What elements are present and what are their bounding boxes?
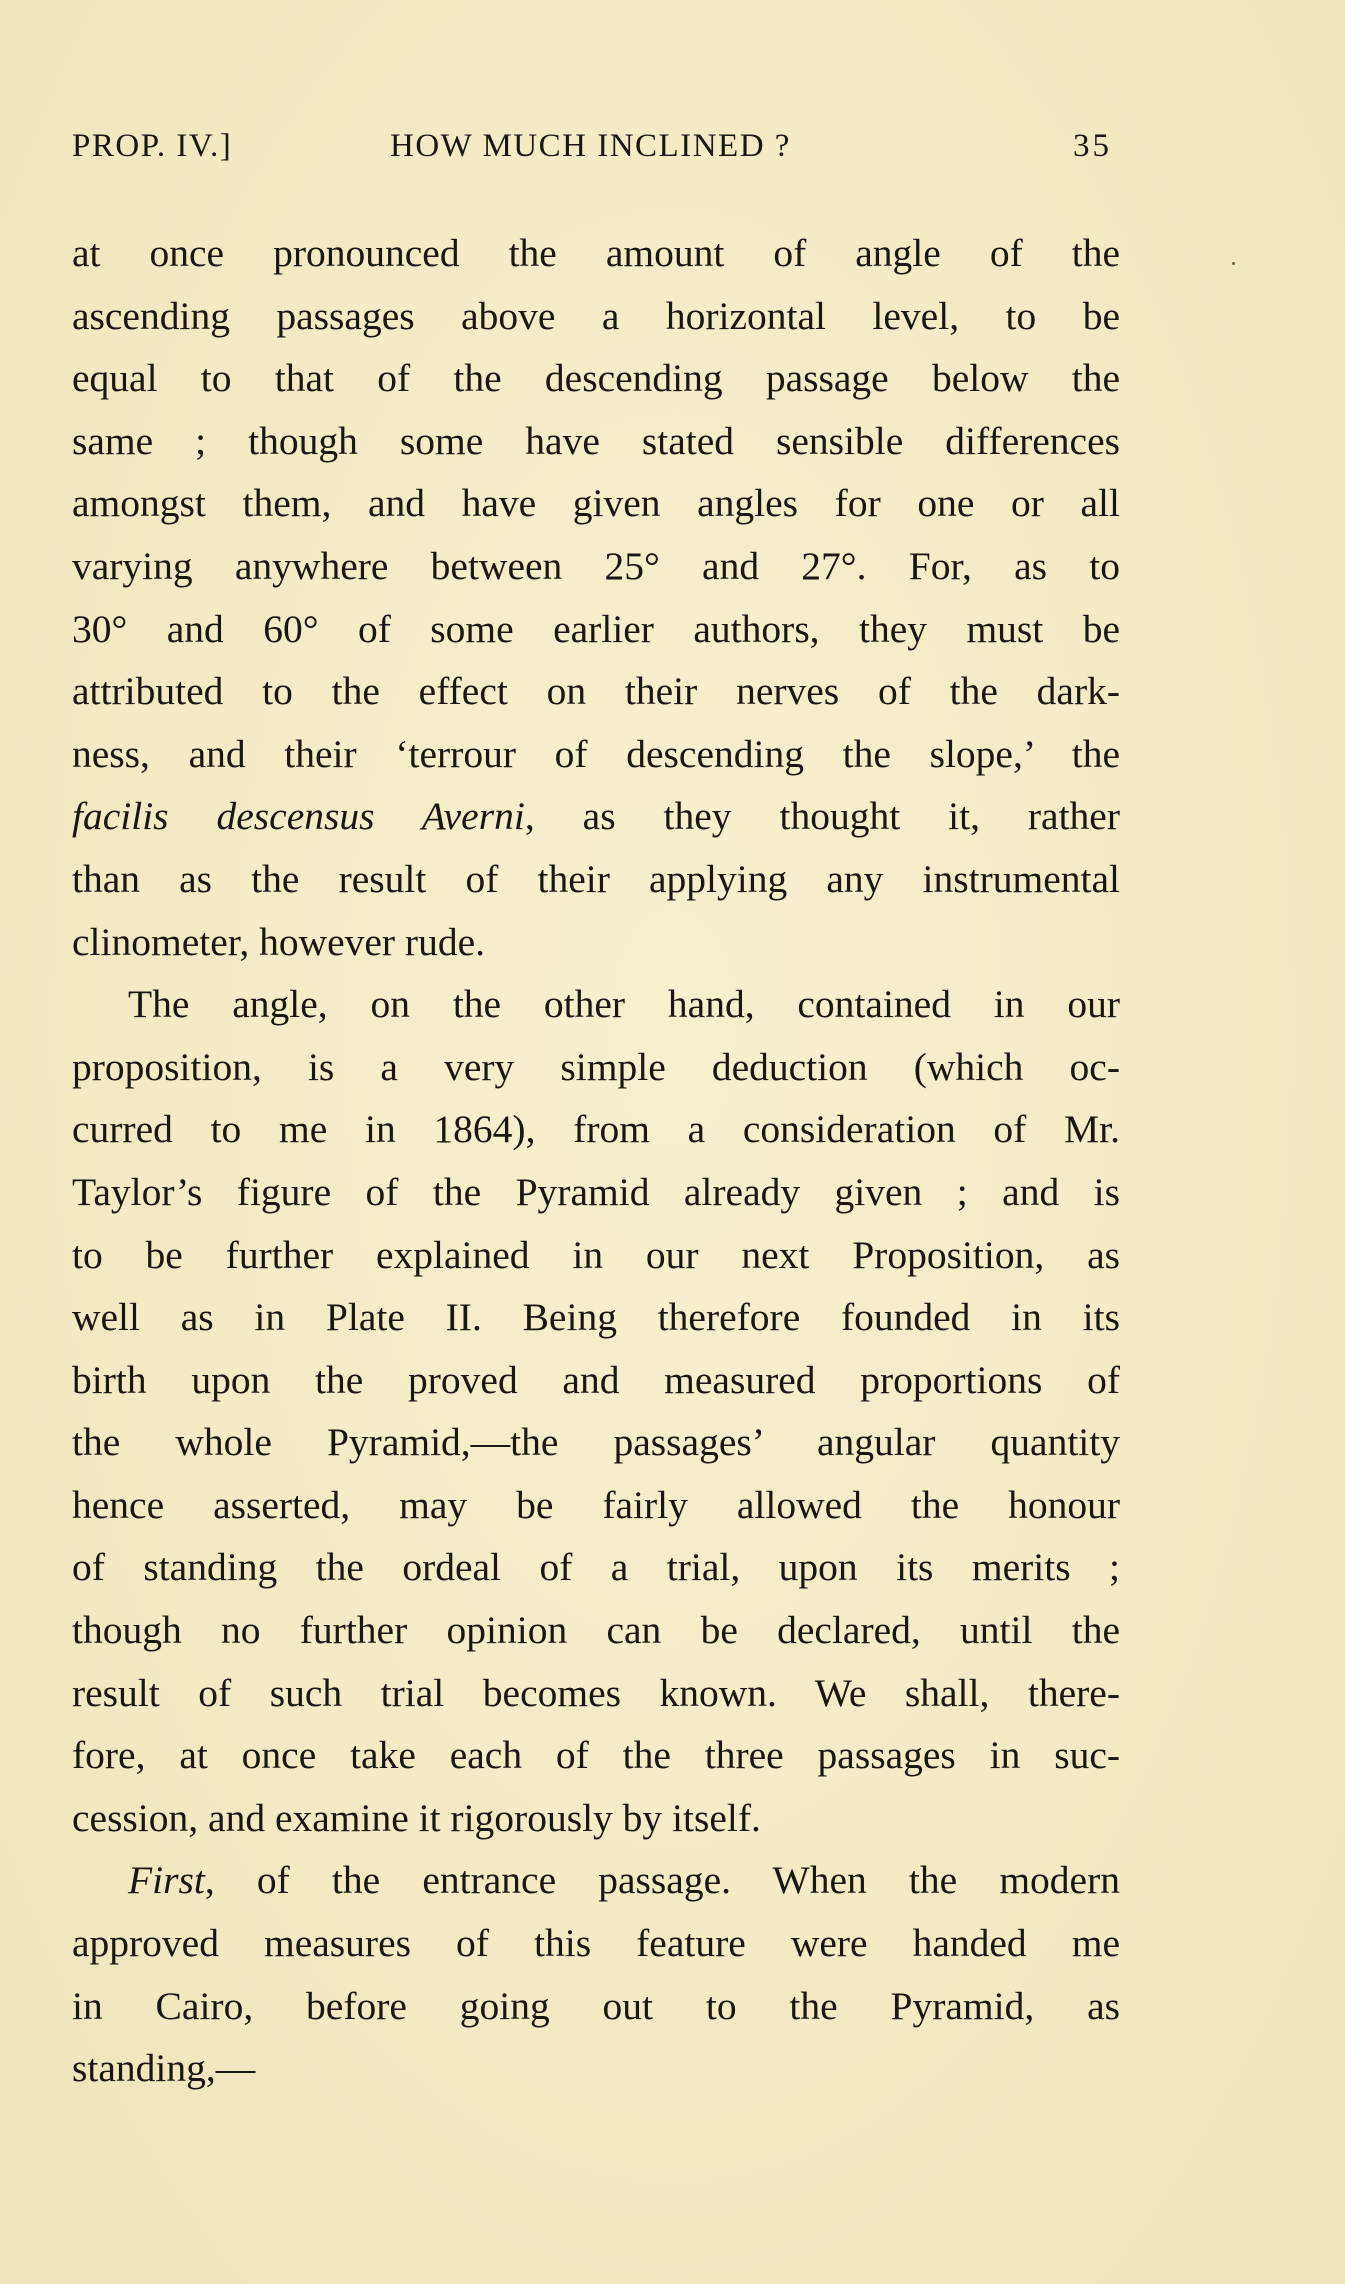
text-line: equal to that of the descending passage below the bbox=[72, 356, 1120, 401]
proposition-label: PROP. IV.] bbox=[72, 128, 233, 164]
paper-speck bbox=[1232, 262, 1235, 265]
text-line: cession, and examine it rigorously by itself. bbox=[72, 1795, 761, 1840]
page-number: 35 bbox=[1073, 128, 1112, 164]
text-line: The angle, on the other hand, contained in our bbox=[128, 982, 1120, 1027]
text-line: in Cairo, before going out to the Pyramid, as bbox=[72, 1983, 1120, 2028]
text-line: hence asserted, may be fairly allowed the honour bbox=[72, 1482, 1120, 1527]
text-line: ness, and their ‘terrour of descending the slope,’ the bbox=[72, 731, 1120, 776]
text-segment: , as they thought it, rather bbox=[524, 794, 1120, 839]
text-line: fore, at once take each of the three passages in suc- bbox=[72, 1733, 1120, 1778]
text-line: standing,— bbox=[72, 2046, 256, 2091]
text-line: birth upon the proved and measured proportions of bbox=[72, 1357, 1120, 1402]
text-line: of standing the ordeal of a trial, upon its merits ; bbox=[72, 1545, 1120, 1590]
text-segment: , of the entrance passage. When the modern bbox=[204, 1858, 1120, 1903]
text-line-first bbox=[72, 1849, 1120, 1912]
text-line: Taylor’s figure of the Pyramid already given ; and is bbox=[72, 1169, 1120, 1214]
text-line: than as the result of their applying any instrumental bbox=[72, 856, 1120, 901]
text-line: result of such trial becomes known. We shall, there- bbox=[72, 1670, 1120, 1715]
text-line: the whole Pyramid,—the passages’ angular quantity bbox=[72, 1420, 1120, 1465]
latin-phrase: facilis descensus Averni bbox=[72, 794, 525, 839]
text-line: curred to me in 1864), from a consideration of Mr. bbox=[72, 1107, 1120, 1152]
text-line: attributed to the effect on their nerves of the dark- bbox=[72, 669, 1120, 714]
text-line: clinometer, however rude. bbox=[72, 919, 485, 964]
text-line-latin-phrase bbox=[72, 785, 1120, 848]
text-line: amongst them, and have given angles for one or all bbox=[72, 481, 1120, 526]
body-text bbox=[72, 222, 1120, 2100]
text-line: 30° and 60° of some earlier authors, they must be bbox=[72, 606, 1120, 651]
text-line: at once pronounced the amount of angle of the bbox=[72, 231, 1120, 275]
running-head bbox=[72, 128, 1112, 178]
running-title: HOW MUCH INCLINED ? bbox=[390, 128, 791, 164]
first-emphasis: First bbox=[128, 1858, 205, 1903]
text-line: ascending passages above a horizontal level, to be bbox=[72, 293, 1120, 338]
text-line: approved measures of this feature were handed me bbox=[72, 1921, 1120, 1966]
text-line: to be further explained in our next Proposition, as bbox=[72, 1232, 1120, 1277]
text-line: though no further opinion can be declared, until the bbox=[72, 1608, 1120, 1653]
text-line: well as in Plate II. Being therefore founded in its bbox=[72, 1295, 1120, 1340]
text-line: proposition, is a very simple deduction (which oc- bbox=[72, 1044, 1120, 1089]
text-line: varying anywhere between 25° and 27°. For, as to bbox=[72, 543, 1120, 588]
text-line: same ; though some have stated sensible differences bbox=[72, 418, 1120, 463]
